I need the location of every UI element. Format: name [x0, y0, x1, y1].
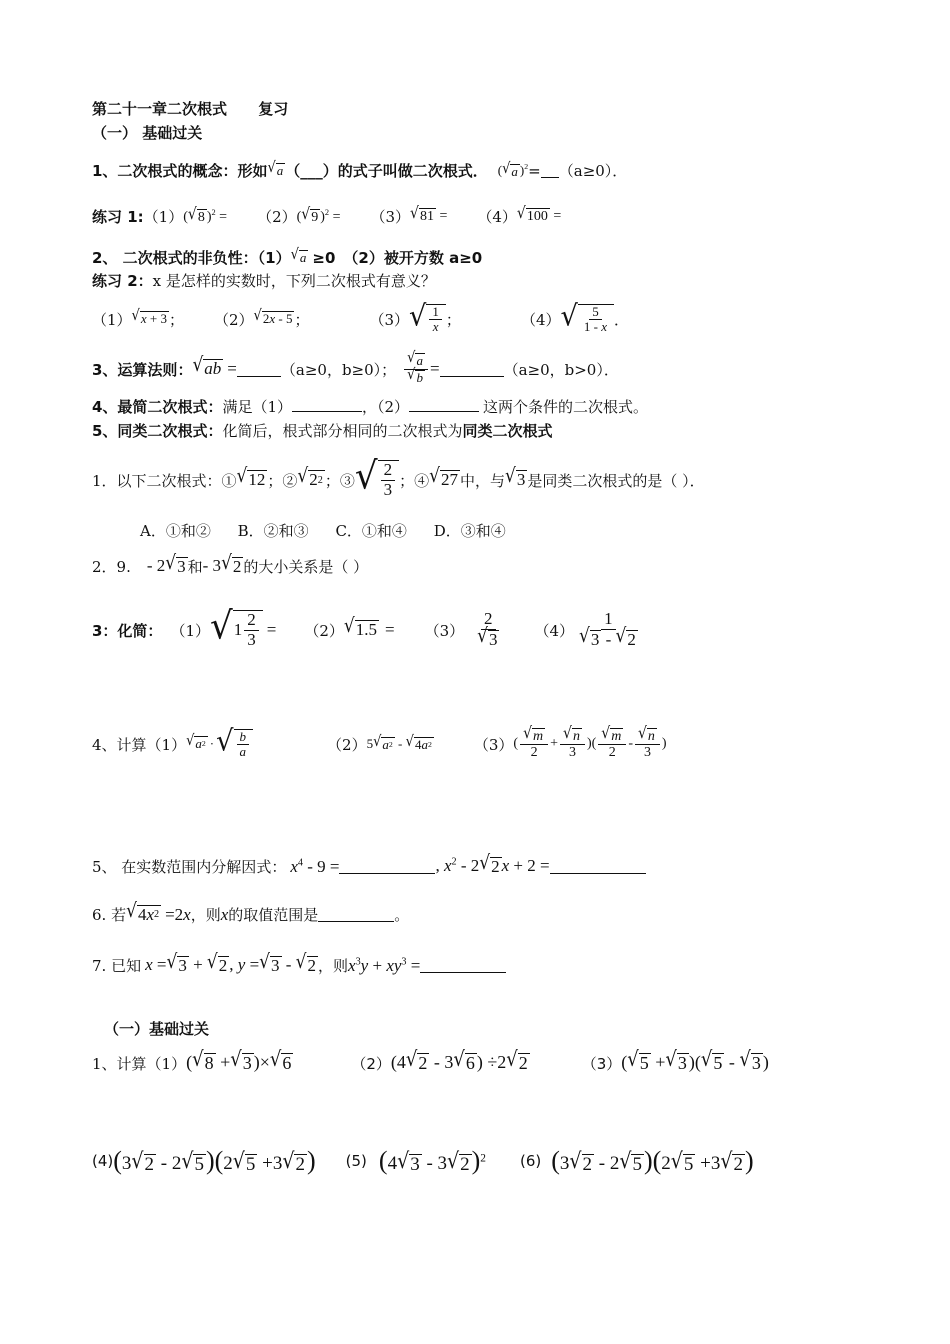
q2-text: 2．9.	[92, 558, 131, 576]
simplest-text-1: 满足（1）	[222, 398, 292, 416]
q6-var-x: x	[220, 904, 229, 924]
title-text: 第二十一章二次根式	[92, 100, 228, 118]
ex2-p1: （1）	[92, 310, 132, 329]
concept-cond: （a≥0）．	[558, 162, 628, 180]
ex1-p1: （1）	[143, 208, 184, 226]
exercise-1-label: 练习 1:	[92, 208, 144, 226]
q3-p1: （1）	[170, 621, 210, 640]
q7-text: ，则	[318, 957, 349, 975]
q1-s6: 是同类二次根式的是（ ）．	[527, 471, 705, 490]
q4-label: 4、计算（1）	[92, 735, 187, 754]
ex2-period: ．	[614, 310, 630, 329]
option-d: D．③和④	[433, 522, 506, 540]
q2-tail: 的大小关系是（ ）	[243, 558, 369, 576]
sqrt-1-5: √ 1.5	[343, 614, 377, 640]
nonneg-ge0: ≥0	[312, 248, 336, 267]
q1-s2: ；②	[267, 471, 298, 490]
simplest-text-2: ，（2）	[362, 398, 410, 416]
rules-prefix: 3、运算法则：	[92, 360, 193, 379]
sqrt-2-squared: √ 2 2	[297, 464, 323, 490]
rules-eq-1: =	[227, 359, 237, 378]
concept-prefix: 1、二次根式的概念：形如	[92, 162, 268, 180]
q4-expr-3: ( √ m 2 + √ n 3 )( √ m 2 - √ n 3 )	[513, 724, 667, 760]
sqrt-b-over-a: √ $\frac{b}{a}$	[216, 729, 253, 760]
blank-q5-1	[339, 859, 435, 874]
ex2-p3: （3）	[369, 310, 410, 329]
exercise-2-label: 练习 2：	[92, 272, 153, 290]
q6-text: ，则	[190, 906, 221, 924]
q3-eq-1: =	[266, 620, 277, 639]
q4-p2: （2）	[327, 735, 367, 754]
simplest-line	[92, 396, 648, 417]
q3-p2: （2）	[304, 621, 344, 640]
sqrt-a: √ a	[267, 159, 284, 178]
calc-p6: (6)	[520, 1152, 542, 1170]
ex2-p4: （4）	[520, 310, 561, 329]
sqrt-2x-minus-5: √ 2 x - 5	[253, 307, 293, 327]
q7-expr: $x^3y + xy^3$ =	[348, 955, 421, 975]
nonneg-prefix: 2、 二次根式的非负性：（1）	[92, 249, 291, 267]
frac-1-over-sqrt3-minus-sqrt2: 1 √ 3 - √ 2	[579, 609, 636, 649]
rules-line	[92, 348, 619, 390]
concept-blank: ___	[300, 161, 323, 180]
sqrt-1-2-3: √ 1 $\frac{2}{3}$	[210, 610, 263, 649]
calc-label: 1、计算（1）	[92, 1054, 187, 1073]
calc-p3: （3）	[581, 1054, 622, 1073]
similar-bold: 同类二次根式	[462, 422, 553, 440]
calc-expr-3: ( √ 5 + √ 3 )( √ 5 - √ 3 )	[621, 1048, 769, 1074]
question-1	[92, 454, 705, 506]
q3-label: 3：化简：	[92, 621, 163, 640]
calc-p5: (5)	[345, 1152, 367, 1170]
calc-expr-5: (4 √ 3 - 3 √ 2 )$^2$	[378, 1146, 486, 1175]
sqrt-27: √ 27	[429, 464, 458, 490]
blank-line	[541, 163, 559, 178]
option-b: B．②和③	[237, 522, 309, 540]
q3-p3: （3）	[424, 621, 465, 640]
ex1-expr3: √ 81 =	[410, 204, 448, 225]
q1-options	[140, 520, 506, 541]
exercise-2-text: x 是怎样的实数时，下列二次根式有意义？	[152, 272, 436, 290]
ex1-p4: （4）	[477, 208, 517, 226]
title-suffix: 复习	[258, 100, 289, 118]
q1-s4: ；④	[399, 471, 430, 490]
blank-simplest-1	[292, 397, 362, 412]
sqrt-ab: √ ab	[192, 353, 222, 379]
calc-expr-4: (3 √ 2 - 2 √ 5 )(2 √ 5 +3 √ 2 )	[113, 1146, 316, 1175]
option-a: A．①和②	[140, 522, 211, 540]
sqrt-x-plus-3: √ x + 3	[131, 307, 167, 327]
blank-simplest-2	[409, 397, 479, 412]
question-7	[92, 951, 506, 976]
sqrt-a-2: √ a	[290, 246, 307, 265]
question-3	[92, 604, 643, 656]
similar-label: 5、同类二次根式：	[92, 422, 223, 440]
sqrt-4x-squared: √ 4 x 2	[126, 899, 160, 924]
q3-p4: （4）	[534, 621, 574, 640]
q6-tail: 的取值范围是	[228, 906, 319, 924]
concept-eq: =	[528, 161, 541, 180]
q5-expr-1: $x^4 - 9$ =	[290, 856, 340, 876]
calc-row-1	[92, 1048, 769, 1074]
concept-line	[92, 160, 627, 181]
ex1-expr4: √ 100 =	[516, 204, 562, 225]
exercise-2-items	[92, 298, 629, 340]
sqrt-a-squared-2: √ a 2	[186, 732, 206, 752]
sqrt-1-over-x: √ $\frac{1}{x}$	[409, 304, 446, 335]
nonneg-line	[92, 247, 482, 268]
concept-suffix: ）的式子叫做二次根式．	[322, 162, 488, 180]
q1-s5: 中，与	[459, 471, 505, 490]
similar-line	[92, 420, 552, 441]
option-c: C．①和④	[335, 522, 407, 540]
q3-eq-2: =	[384, 620, 395, 639]
rules-eq-2: =	[429, 359, 440, 378]
q7-label: 7. 已知	[92, 957, 142, 975]
q5-label: 5、 在实数范围内分解因式：	[92, 858, 287, 876]
blank-rule-2	[440, 362, 504, 377]
sqrt-3: √ 3	[504, 464, 526, 490]
rules-cond-2: （a≥0，b>0）．	[503, 360, 619, 379]
blank-q6	[318, 907, 394, 922]
q6-rhs: =2x	[165, 904, 191, 924]
q4-expr-2: 5 √ a 2 - √ 4 a 2	[366, 733, 432, 753]
ex2-p2: （2）	[213, 310, 254, 329]
blank-rule-1	[237, 362, 281, 377]
sqrt-a-over-sqrt-b: √ a √ b	[404, 353, 428, 385]
rules-cond-1: （a≥0，b≥0）；	[280, 360, 397, 379]
ex1-expr1: ( √ 8 )$^2$ =	[183, 205, 228, 225]
sqrt-a-squared: ( √ a )$^2$	[497, 160, 529, 179]
ex1-p3: （3）	[370, 208, 411, 226]
simplest-label: 4、最简二次根式：	[92, 398, 223, 416]
q2-expr-1: - 2 √ 3	[146, 552, 186, 577]
calc-p4: (4)	[92, 1152, 114, 1170]
question-5	[92, 852, 646, 877]
simplest-text-3: 这两个条件的二次根式。	[483, 398, 649, 416]
ex1-expr2: ( √ 9 )$^2$ =	[296, 205, 341, 225]
sqrt-5-over-1-minus-x: √ 5 1 - x	[560, 304, 614, 335]
sqrt-12: √ 12	[236, 464, 266, 490]
calc-expr-2: (4 √ 2 - 3 √ 6 ) ÷2 √ 2	[390, 1048, 528, 1074]
calc-expr-6: (3 √ 2 - 2 √ 5 )(2 √ 5 +3 √ 2 )	[551, 1146, 754, 1175]
question-4	[92, 718, 667, 770]
q2-and: 和	[187, 558, 203, 576]
calc-p2: （2）	[351, 1054, 391, 1073]
q4-p3: （3）	[473, 735, 514, 754]
concept-mid: （	[285, 162, 301, 180]
q1-s3: ；③	[324, 471, 355, 490]
section-heading-1: （一） 基础过关	[92, 124, 203, 142]
ex2-semi-3: ；	[445, 310, 461, 329]
calc-row-2	[92, 1146, 754, 1176]
page-title	[92, 98, 288, 119]
blank-q5-2	[550, 859, 646, 874]
section-heading-2: （一）基础过关	[104, 1020, 210, 1038]
frac-2-over-sqrt3: 2 √ 3	[477, 609, 498, 649]
exercise-2-intro	[92, 270, 436, 291]
q1-text: 1．以下二次根式：①	[92, 471, 237, 490]
nonneg-part2: （2）被开方数 a≥0	[343, 249, 483, 267]
calc-expr-1: ( √ 8 + √ 3 )× √ 6	[186, 1048, 292, 1074]
question-6	[92, 899, 410, 925]
ex1-p2: （2）	[257, 208, 297, 226]
q6-label: 6. 若	[92, 906, 127, 924]
ex2-semi-2: ；	[294, 310, 310, 329]
q2-expr-2: - 3 √ 2	[202, 552, 242, 577]
question-2	[92, 552, 369, 577]
q6-end: 。	[394, 906, 410, 924]
dot-operator: ·	[209, 736, 215, 751]
q5-expr-2: , $x^2 - 2$ √ 2 x + 2 =	[435, 852, 550, 877]
blank-q7	[420, 958, 506, 973]
sqrt-2-over-3: √ $\frac{2}{3}$	[355, 460, 399, 499]
ex2-semi-1: ；	[168, 310, 184, 329]
similar-text: 化简后，根式部分相同的二次根式为	[222, 422, 463, 440]
q7-given: x = √ 3 + √ 2 , y = √ 3 - √ 2	[145, 951, 317, 976]
exercise-1	[92, 206, 561, 227]
